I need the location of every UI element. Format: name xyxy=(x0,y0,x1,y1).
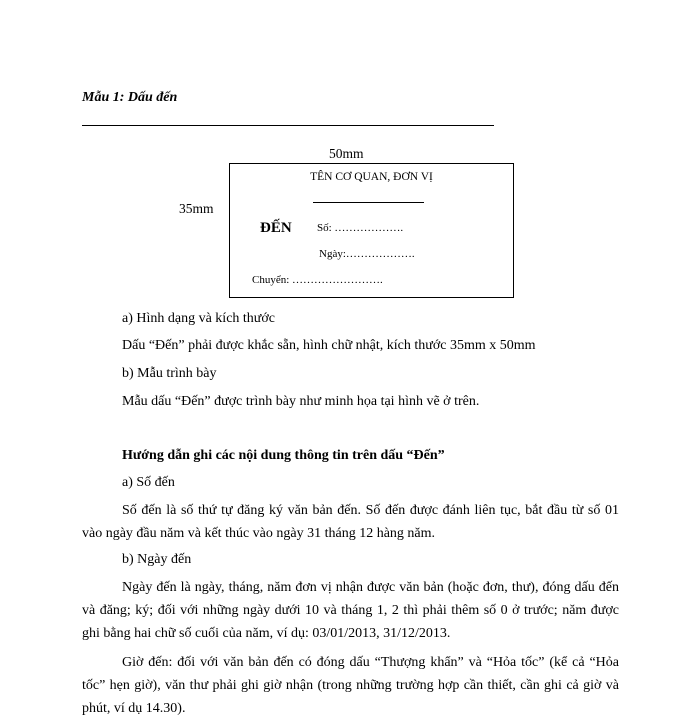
stamp-chuyen-field: Chuyển: ……………………. xyxy=(252,274,383,286)
stamp-ngay-field: Ngày:………………. xyxy=(319,248,415,260)
stamp-width-label: 50mm xyxy=(329,146,364,161)
section-a-heading: a) Hình dạng và kích thước xyxy=(122,311,276,326)
stamp-agency-underline xyxy=(313,202,424,203)
stamp-agency-name: TÊN CƠ QUAN, ĐƠN VỊ xyxy=(310,171,433,183)
stamp-so-field: Số: ………………. xyxy=(317,222,404,234)
den-stamp-figure xyxy=(229,163,514,298)
section-b-heading: b) Mẫu trình bày xyxy=(122,366,217,381)
so-den-heading: a) Số đến xyxy=(122,475,175,490)
section-b-text: Mẫu dấu “Đến” được trình bày như minh họa tại hình vẽ ở trên. xyxy=(122,394,480,409)
heading-divider xyxy=(82,125,494,126)
stamp-title: ĐẾN xyxy=(260,220,292,236)
gio-den-text: Giờ đến: đối với văn bản đến có đóng dấu “Thượng khẩn” và “Hỏa tốc” (kể cả “Hỏa tốc” hẹn giờ), văn thư phải ghi giờ nhận (trong những trường hợp cần thiết, cần ghi cả giờ và phút, ví dụ 14.30). xyxy=(82,655,619,716)
guide-heading: Hướng dẫn ghi các nội dung thông tin trên dấu “Đến” xyxy=(122,448,445,463)
ngay-den-heading: b) Ngày đến xyxy=(122,552,192,567)
template-heading: Mẫu 1: Dấu đến xyxy=(82,90,178,105)
so-den-text: Số đến là số thứ tự đăng ký văn bản đến. Số đến được đánh liên tục, bắt đầu từ số 01 vào ngày đầu năm và kết thúc vào ngày 31 tháng 12 hàng năm. xyxy=(82,503,619,541)
section-a-text: Dấu “Đến” phải được khắc sẵn, hình chữ nhật, kích thước 35mm x 50mm xyxy=(122,338,536,353)
stamp-height-label: 35mm xyxy=(179,201,214,216)
ngay-den-text: Ngày đến là ngày, tháng, năm đơn vị nhận được văn bản (hoặc đơn, thư), đóng dấu đến và đăng; ký; đối với những ngày dưới 10 và tháng 1, 2 thì phải thêm số 0 ở trước; năm được ghi bằng hai chữ số cuối của năm, ví dụ: 03/01/2013, 31/12/2013. xyxy=(82,580,619,641)
